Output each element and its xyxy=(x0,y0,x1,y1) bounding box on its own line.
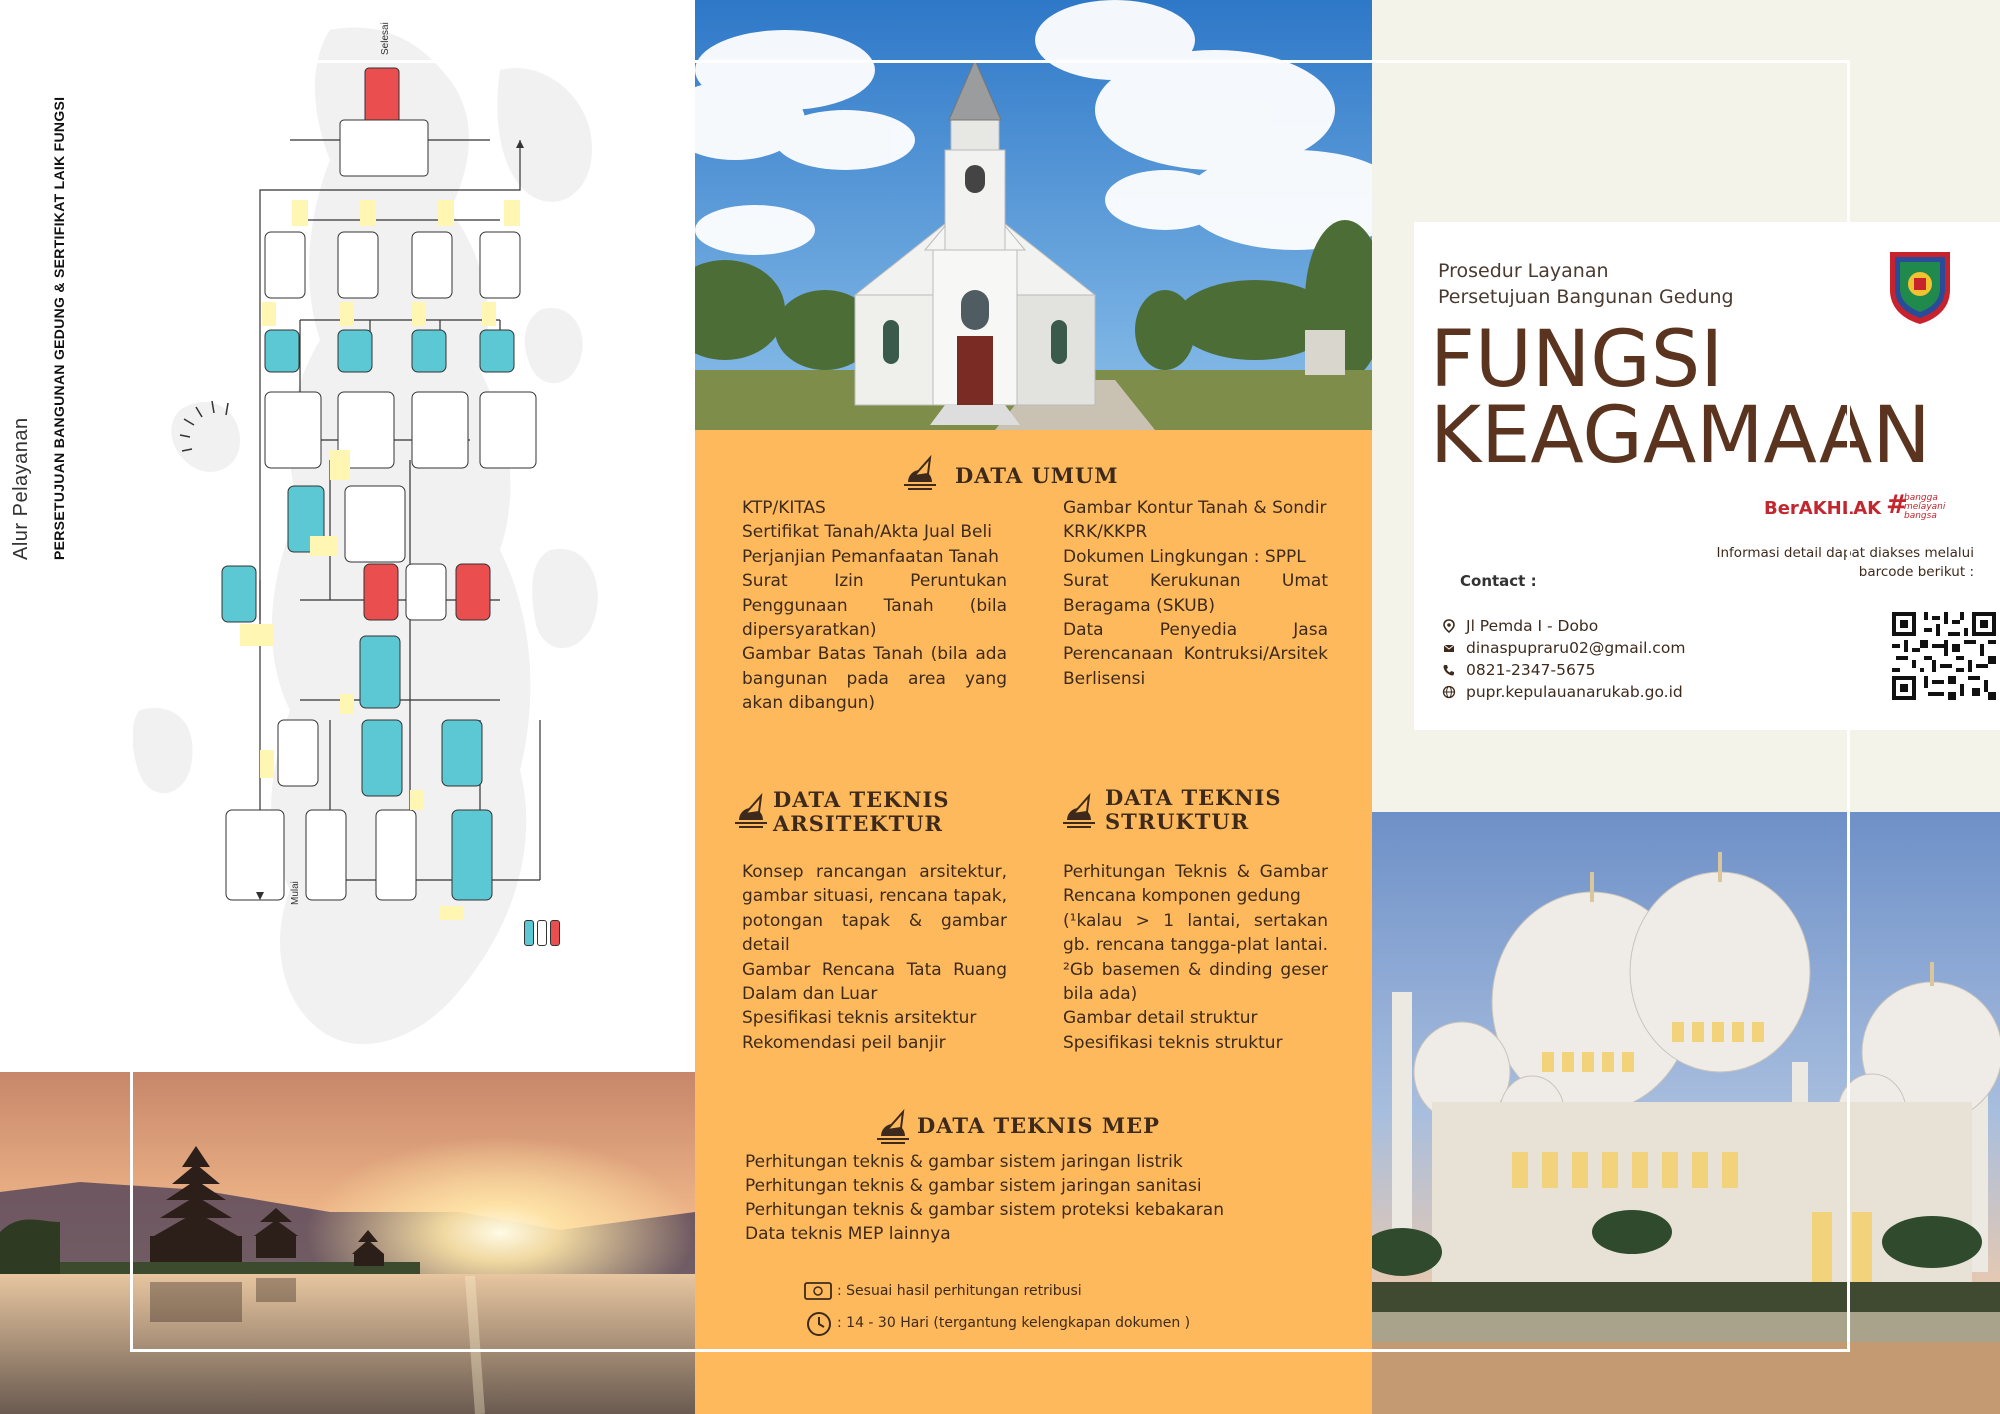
data-umum-item: Surat Izin Peruntukan Penggunaan Tanah (bila dipersyaratkan) xyxy=(742,571,1007,641)
bangga-word: melayani xyxy=(1904,502,1946,512)
barcode-info xyxy=(1674,544,1974,582)
arsitektur-item: Spesifikasi teknis arsitektur xyxy=(742,1008,977,1029)
phone-text[interactable]: 0821-2347-5675 xyxy=(1466,661,1596,679)
cover-subtitle xyxy=(1438,258,1734,310)
contact-label: Contact : xyxy=(1460,572,1537,590)
flowchart xyxy=(180,20,560,940)
mep-item: Perhitungan teknis & gambar sistem jaringan sanitasi xyxy=(745,1176,1202,1196)
mep-item: Perhitungan teknis & gambar sistem proteksi kebakaran xyxy=(745,1200,1224,1220)
boat-sunset-icon xyxy=(731,790,771,830)
arsitektur-title xyxy=(773,788,950,836)
contact-website[interactable] xyxy=(1442,682,1683,702)
berakhlak-logo: BerAKHLAK xyxy=(1764,498,1882,519)
struktur-item: Perhitungan Teknis & Gambar Rencana komponen gedung xyxy=(1063,862,1328,907)
boat-sunset-icon xyxy=(873,1106,913,1146)
arsitektur-item: Gambar Rencana Tata Ruang Dalam dan Luar xyxy=(742,959,1007,1005)
struktur-item: (¹kalau > 1 lantai, sertakan gb. rencana tangga-plat lantai. ²Gb basemen & dinding geser bila ada) xyxy=(1063,910,1328,1005)
struktur-item: Gambar detail struktur xyxy=(1063,1008,1258,1029)
qr-code-icon[interactable] xyxy=(1892,612,1996,700)
temple-sunset-photo xyxy=(0,1072,695,1414)
email-text[interactable]: dinaspupraru02@gmail.com xyxy=(1466,639,1686,657)
location-icon xyxy=(1442,619,1456,633)
email-icon xyxy=(1442,641,1456,655)
contact-phone[interactable] xyxy=(1442,660,1596,680)
globe-icon xyxy=(1442,685,1456,699)
middle-panel xyxy=(695,0,1372,1414)
flow-start-label: Mulai xyxy=(290,881,301,905)
phone-icon xyxy=(1442,663,1456,677)
data-umum-item: Data Penyedia Jasa Perencanaan Kontruksi/Arsitek Berlisensi xyxy=(1063,620,1328,689)
bangga-melayani-logo xyxy=(1886,492,1966,522)
data-umum-left-list xyxy=(742,496,1007,716)
data-umum-item: Dokumen Lingkungan : SPPL xyxy=(1063,546,1306,567)
data-umum-item: Perjanjian Pemanfaatan Tanah xyxy=(742,546,999,567)
boat-sunset-icon xyxy=(1059,790,1099,830)
mosque-photo xyxy=(1372,812,2000,1414)
clock-icon xyxy=(805,1310,833,1338)
data-umum-item: KRK/KKPR xyxy=(1063,522,1148,543)
hash-icon: # xyxy=(1886,490,1908,520)
struktur-title-line1: DATA TEKNIS xyxy=(1105,785,1282,810)
data-umum-right-list xyxy=(1063,496,1328,691)
flow-title: Alur Pelayanan xyxy=(10,417,32,560)
mep-item: Perhitungan teknis & gambar sistem jaringan listrik xyxy=(745,1152,1183,1172)
struktur-list xyxy=(1063,860,1328,1055)
arsitektur-item: Konsep rancangan arsitektur, gambar situasi, rencana tapak, potongan tapak & gambar detail xyxy=(742,862,1007,956)
website-text[interactable]: pupr.kepulauanarukab.go.id xyxy=(1466,683,1683,701)
flow-subtitle: PERSETUJUAN BANGUNAN GEDUNG & SERTIFIKAT LAIK FUNGSI xyxy=(51,96,67,560)
flow-title-block xyxy=(10,40,90,560)
arsitektur-title-line2: ARSITEKTUR xyxy=(773,811,944,836)
info-line2: barcode berikut : xyxy=(1858,564,1974,580)
money-icon xyxy=(803,1280,833,1302)
title-line2: KEAGAMAAN xyxy=(1430,391,1931,481)
legend-white-swatch xyxy=(537,920,547,946)
bangga-word: bangsa xyxy=(1904,511,1937,521)
mep-item: Data teknis MEP lainnya xyxy=(745,1224,951,1244)
cover-title xyxy=(1430,315,1931,481)
subtitle-line2: Persetujuan Bangunan Gedung xyxy=(1438,286,1734,308)
legend-red-swatch xyxy=(550,920,560,946)
data-umum-item: Gambar Kontur Tanah & Sondir xyxy=(1063,498,1327,518)
struktur-title-line2: STRUKTUR xyxy=(1105,809,1250,834)
emblem-logo xyxy=(1884,244,1956,326)
time-note: : 14 - 30 Hari (tergantung kelengkapan dokumen ) xyxy=(837,1315,1191,1331)
arsitektur-list xyxy=(742,860,1007,1055)
left-panel xyxy=(0,0,695,1414)
bangga-text xyxy=(1904,494,1945,521)
cover-card xyxy=(1414,222,2000,730)
data-umum-item: Surat Kerukunan Umat Beragama (SKUB) xyxy=(1063,571,1328,616)
struktur-title xyxy=(1105,786,1282,834)
boat-sunset-icon xyxy=(900,452,940,492)
data-umum-item: Sertifikat Tanah/Akta Jual Beli xyxy=(742,522,992,543)
flow-end-label: Selesai xyxy=(380,22,391,55)
mep-title: DATA TEKNIS MEP xyxy=(917,1113,1160,1138)
legend-teal-swatch xyxy=(524,920,534,946)
info-line1: Informasi detail dapat diakses melalui xyxy=(1716,545,1974,561)
subtitle-line1: Prosedur Layanan xyxy=(1438,260,1609,282)
title-line1: FUNGSI xyxy=(1430,315,1724,405)
data-umum-item: KTP/KITAS xyxy=(742,498,826,518)
contact-email[interactable] xyxy=(1442,638,1685,658)
requirements-section xyxy=(695,430,1372,1414)
data-umum-item: Gambar Batas Tanah (bila ada bangunan pada area yang akan dibangun) xyxy=(742,644,1007,714)
mep-list xyxy=(745,1150,1224,1246)
church-photo xyxy=(695,0,1372,430)
cost-note: : Sesuai hasil perhitungan retribusi xyxy=(837,1283,1082,1299)
right-panel xyxy=(1372,0,2000,1414)
arsitektur-title-line1: DATA TEKNIS xyxy=(773,787,950,812)
address-text: Jl Pemda I - Dobo xyxy=(1466,617,1599,635)
struktur-item: Spesifikasi teknis struktur xyxy=(1063,1032,1283,1053)
arsitektur-item: Rekomendasi peil banjir xyxy=(742,1032,946,1053)
data-umum-title: DATA UMUM xyxy=(955,463,1119,488)
bangga-word: bangga xyxy=(1904,493,1938,503)
contact-address xyxy=(1442,616,1598,636)
